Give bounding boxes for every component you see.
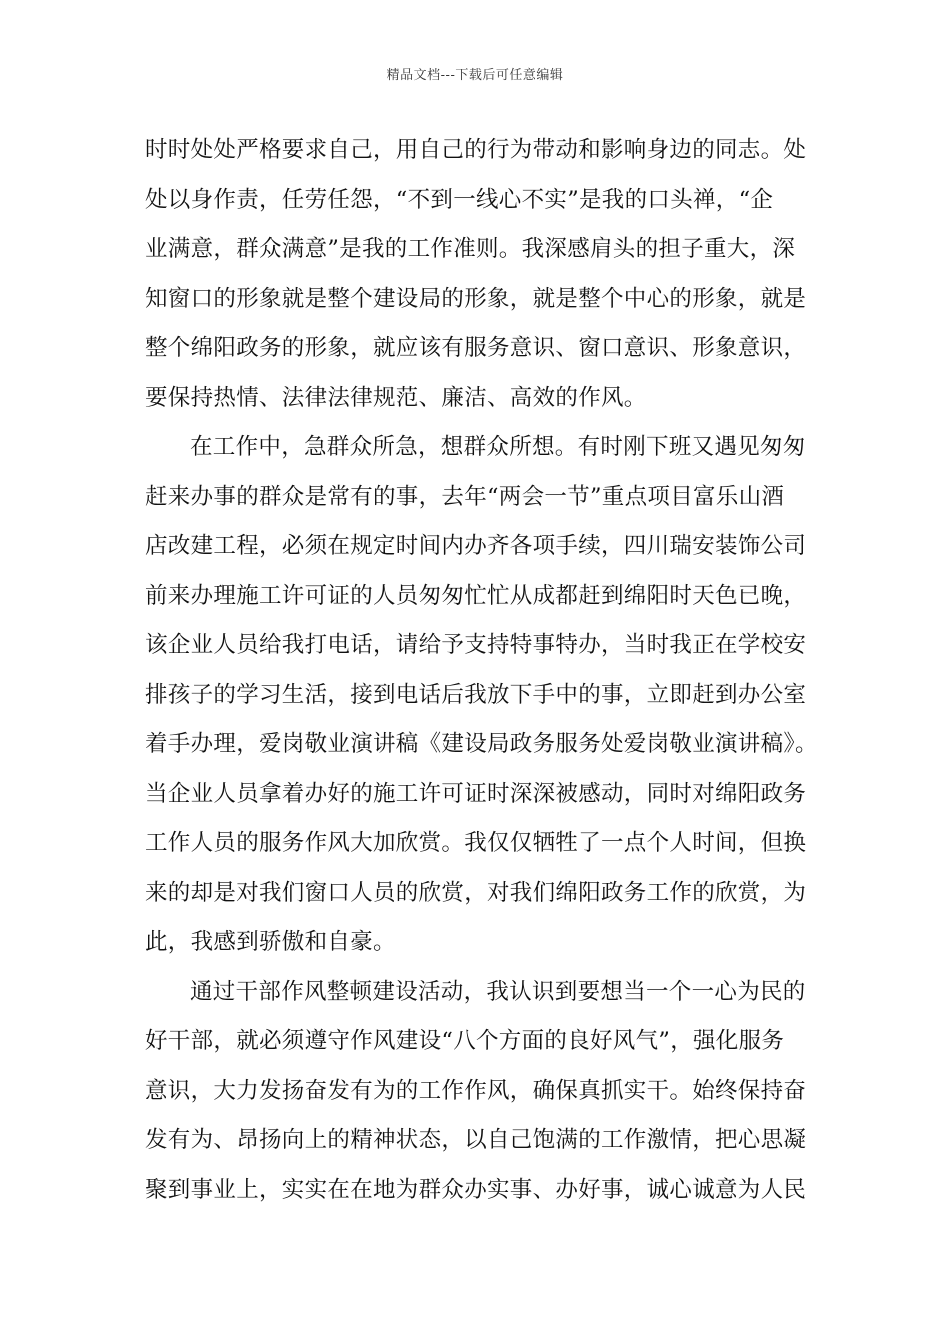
text-line: 赶来办事的群众是常有的事，去年“两会一节”重点项目富乐山酒 (145, 483, 785, 510)
text-line: 意识，大力发扬奋发有为的工作作风，确保真抓实干。始终保持奋 (145, 1077, 807, 1104)
paragraph-start-line: 在工作中，急群众所急，想群众所想。有时刚下班又遇见匆匆 (190, 434, 806, 460)
text-line: 店改建工程，必须在规定时间内办齐各项手续，四川瑞安装饰公司 (145, 533, 807, 559)
text-line: 此，我感到骄傲和自豪。 (145, 929, 396, 955)
text-line: 工作人员的服务作风大加欣赏。我仅仅牺牲了一点个人时间，但换 (145, 830, 807, 856)
text-line: 发有为、昂扬向上的精神状态，以自己饱满的工作激情，把心思凝 (145, 1127, 807, 1153)
text-line: 该企业人员给我打电话，请给予支持特事特办，当时我正在学校安 (145, 632, 807, 658)
text-line: 排孩子的学习生活，接到电话后我放下手中的事，立即赶到办公室 (145, 681, 807, 708)
text-line: 知窗口的形象就是整个建设局的形象，就是整个中心的形象，就是 (145, 285, 807, 312)
text-line: 整个绵阳政务的形象，就应该有服务意识、窗口意识、形象意识， (145, 335, 807, 361)
text-line: 来的却是对我们窗口人员的欣赏，对我们绵阳政务工作的欣赏，为 (145, 879, 807, 906)
text-line: 时时处处严格要求自己，用自己的行为带动和影响身边的同志。处 (145, 137, 807, 163)
text-line: 当企业人员拿着办好的施工许可证时深深被感动，同时对绵阳政务 (145, 780, 807, 807)
text-line: 处以身作责，任劳任怨，“不到一线心不实”是我的口头禅，“企 (145, 186, 774, 213)
document-body (145, 126, 818, 1215)
text-line: 好干部，就必须遵守作风建设“八个方面的良好风气”，强化服务 (145, 1028, 785, 1054)
page-header: 精品文档---下载后可任意编辑 (386, 68, 564, 83)
text-line: 着手办理，爱岗敬业演讲稿《建设局政务服务处爱岗敬业演讲稿》。 (145, 731, 818, 757)
text-line: 前来办理施工许可证的人员匆匆忙忙从成都赶到绵阳时天色已晚， (145, 582, 807, 609)
text-line: 聚到事业上，实实在在地为群众办实事、办好事，诚心诚意为人民 (145, 1176, 807, 1203)
text-line: 要保持热情、法律法律规范、廉洁、高效的作风。 (145, 384, 647, 411)
text-line: 业满意，群众满意”是我的工作准则。我深感肩头的担子重大，深 (145, 236, 796, 262)
paragraph-start-line: 通过干部作风整顿建设活动，我认识到要想当一个一心为民的 (190, 978, 806, 1005)
